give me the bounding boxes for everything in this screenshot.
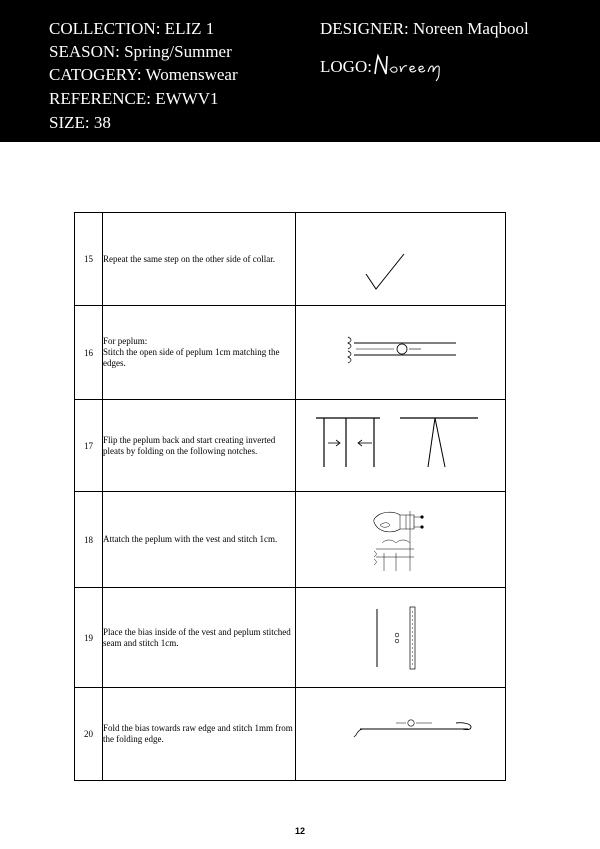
season-label: SEASON: Spring/Summer: [49, 42, 232, 61]
step-number: 19: [75, 588, 103, 688]
size-label: SIZE: 38: [49, 113, 111, 132]
table-row: [75, 400, 506, 492]
designer-label: DESIGNER: Noreen Maqbool: [320, 19, 529, 38]
step-text: Flip the peplum back and start creating inverted pleats by folding on the following notches.: [103, 400, 296, 492]
step-text: Repeat the same step on the other side of collar.: [103, 213, 296, 306]
pleat-diagram: [296, 401, 506, 491]
step-text: Fold the bias towards raw edge and stitch 1mm from the folding edge.: [103, 688, 296, 781]
reference-label: REFERENCE: EWWV1: [49, 89, 219, 108]
step-number: 20: [75, 688, 103, 781]
category-label: CATOGERY: Womenswear: [49, 65, 238, 84]
collection-label: COLLECTION: ELIZ 1: [49, 19, 215, 38]
step-number: 18: [75, 492, 103, 588]
table-row: [75, 688, 506, 781]
logo-signature: [372, 52, 452, 84]
page-number: 12: [294, 826, 305, 836]
header-bar: [0, 0, 600, 142]
step-text: Attatch the peplum with the vest and stitch 1cm.: [103, 492, 296, 588]
step-number: 15: [75, 213, 103, 306]
figure-cell: [296, 400, 506, 492]
instruction-table: [74, 212, 506, 781]
table-row: [75, 213, 506, 306]
table-row: [75, 588, 506, 688]
step-number: 16: [75, 306, 103, 400]
step-text: Place the bias inside of the vest and peplum stitched seam and stitch 1cm.: [103, 588, 296, 688]
table-row: [75, 492, 506, 588]
figure-cell: [296, 588, 506, 688]
step-text: For peplum: Stitch the open side of peplum 1cm matching the edges.: [103, 306, 296, 400]
bias-diagram: [296, 589, 506, 687]
figure-cell: [296, 492, 506, 588]
checkmark-icon: [296, 214, 506, 305]
logo-label: LOGO:: [320, 57, 372, 76]
step-number: 17: [75, 400, 103, 492]
table-row: [75, 306, 506, 400]
seam-diagram: [296, 307, 506, 399]
figure-cell: [296, 213, 506, 306]
figure-cell: [296, 306, 506, 400]
fold-diagram: [296, 689, 506, 780]
figure-cell: [296, 688, 506, 781]
attach-diagram: [296, 493, 506, 587]
